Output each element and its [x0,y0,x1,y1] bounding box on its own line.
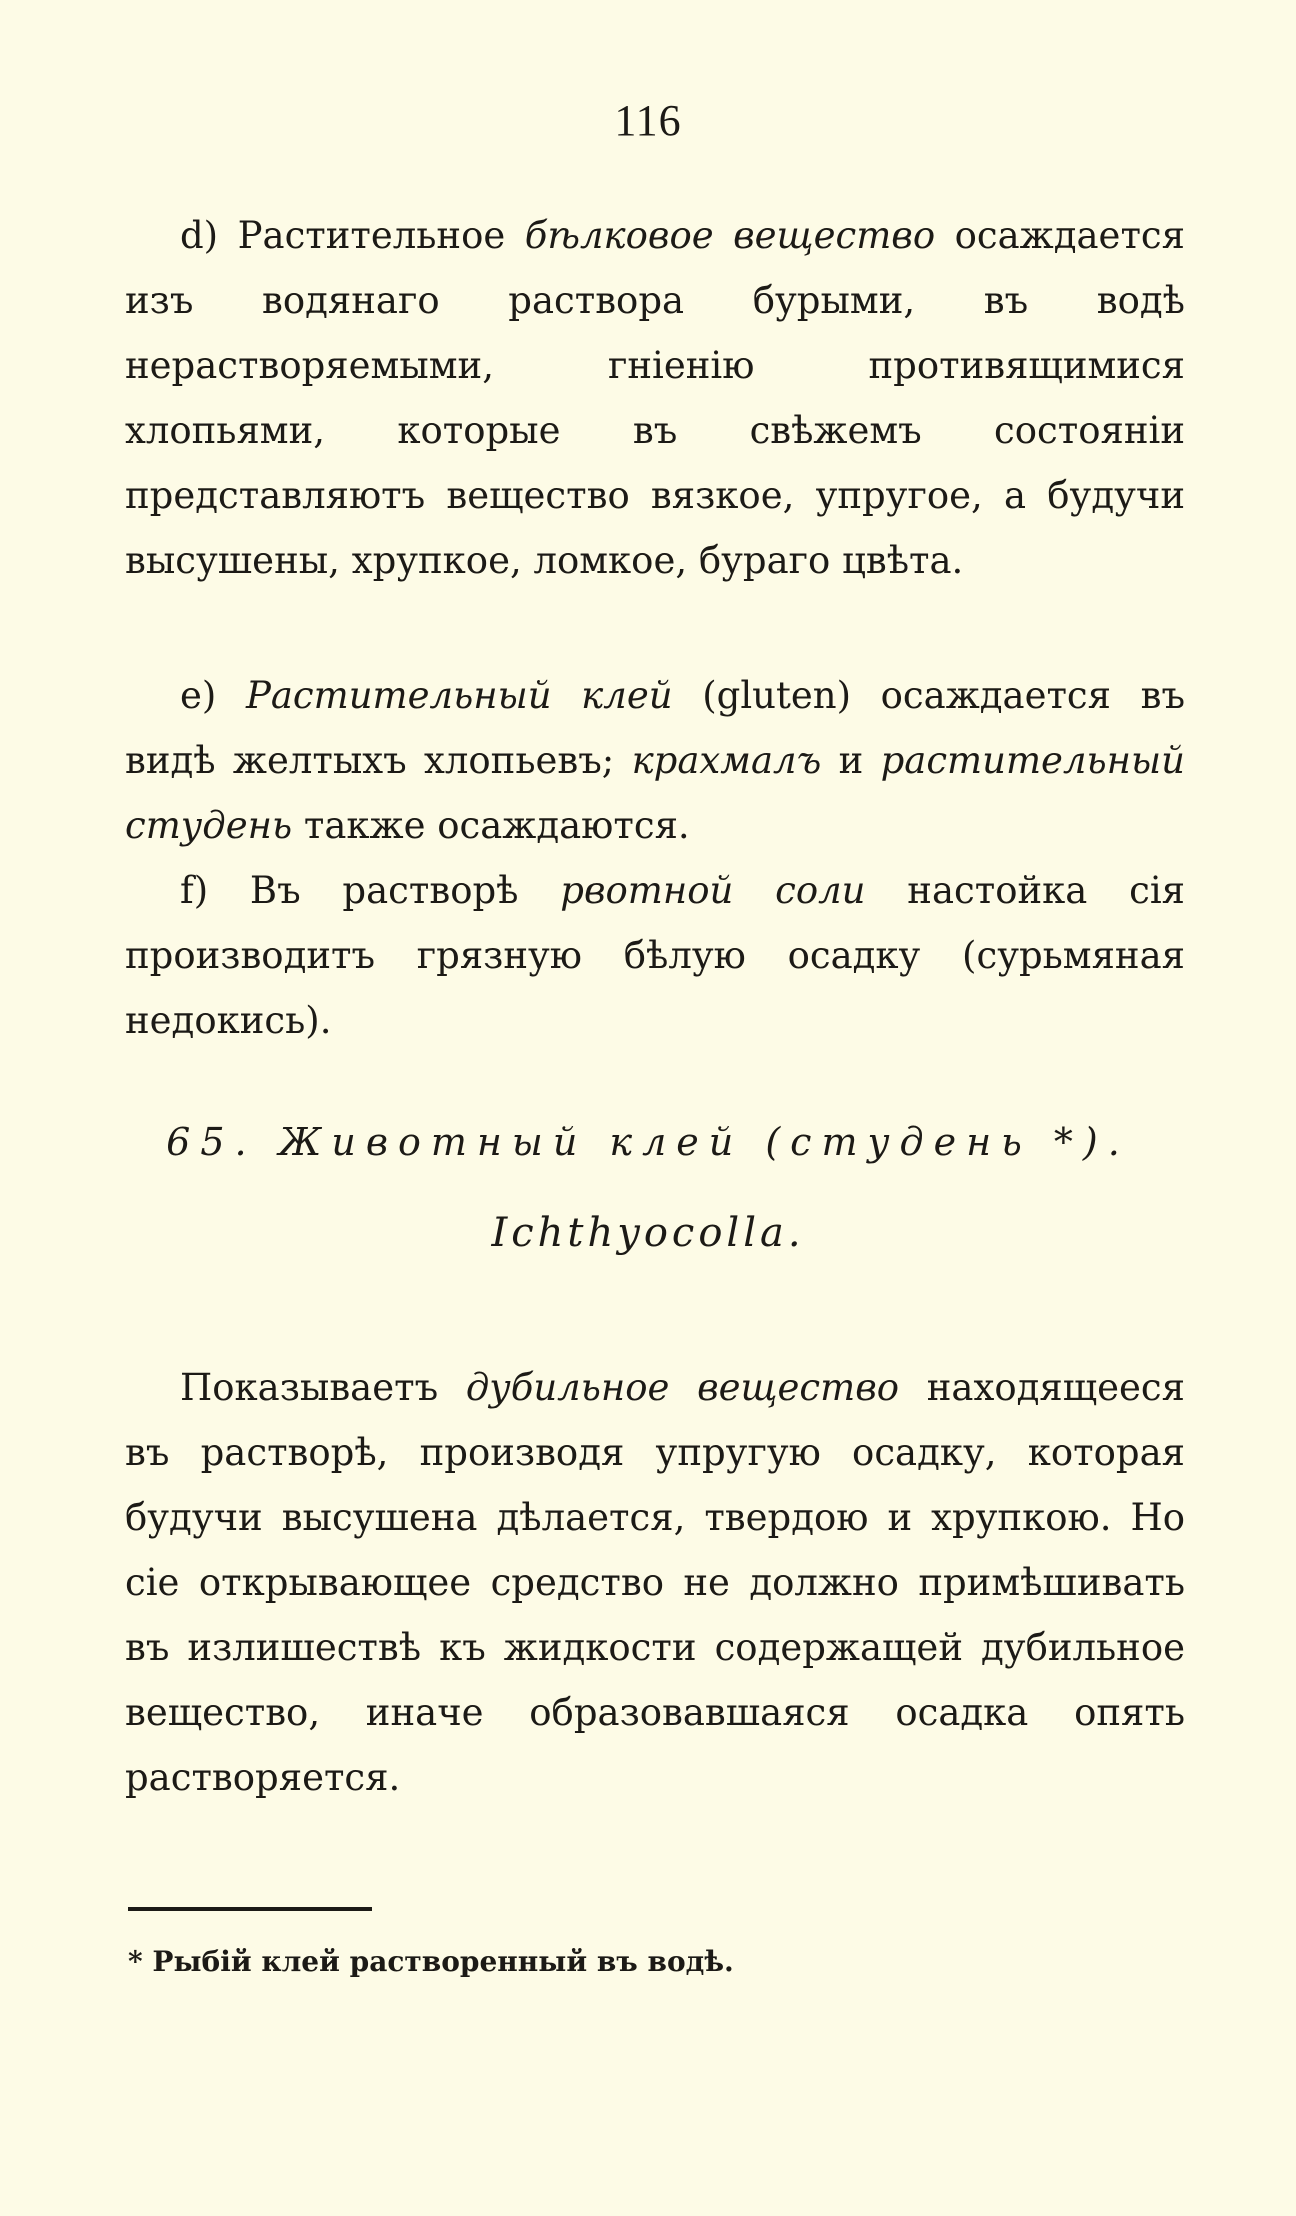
paragraph-e-text-3: также осаждаются. [292,804,690,847]
page-number: 116 [614,96,682,145]
paragraph-f [125,858,1185,1053]
paragraph-d-term: бѣлковое вещество [524,214,936,257]
section-subtitle: Ichthyocolla. [491,1210,805,1256]
paragraph-e-term-3: растительный студень [125,739,1185,847]
paragraph-d-start: d) Растительное [180,214,525,257]
paragraph-f-text: настойка сія производитъ грязную бѣлую осадку (сурьмяная недокись). [125,869,1185,1042]
paragraph-main-start: Показываетъ [180,1366,466,1409]
paragraph-e [125,663,1185,858]
paragraph-e-start: e) [180,674,246,717]
paragraph-f-term: рвотной соли [560,869,866,912]
paragraph-e-term-2: крахмалъ [631,739,822,782]
paragraph-d-text: осаждается изъ водянаго раствора бурыми, въ водѣ нерастворяемыми, гніенію противящимися хлопьями, которые въ свѣжемъ состояніи представляютъ вещество вязкое, упругое, а будучи высушены, хрупкое, ломкое, бураго цвѣта. [125,214,1185,582]
footnote-rule [128,1907,372,1911]
paragraph-d [125,203,1185,593]
paragraph-e-term-1: Растительный клей [245,674,673,717]
paragraph-main-term: дубильное вещество [465,1366,900,1409]
paragraph-e-text-2: и [821,739,881,782]
paragraph-e-text-1: (gluten) осаждается въ видѣ желтыхъ хлопьевъ; [125,674,1185,782]
section-heading: 65. Животный клей (студень *). [166,1120,1130,1164]
footnote: * Рыбій клей растворенный въ водѣ. [128,1945,734,1978]
paragraph-main-text: находящееся въ растворѣ, производя упругую осадку, которая будучи высушена дѣлается, твердою и хрупкою. Но сіе открывающее средство не должно примѣшивать въ излишествѣ къ жидкости содержащей дубильное вещество, иначе образовавшаяся осадка опять растворяется. [125,1366,1185,1799]
paragraph-f-start: f) Въ растворѣ [180,869,561,912]
paragraph-main [125,1355,1185,1810]
